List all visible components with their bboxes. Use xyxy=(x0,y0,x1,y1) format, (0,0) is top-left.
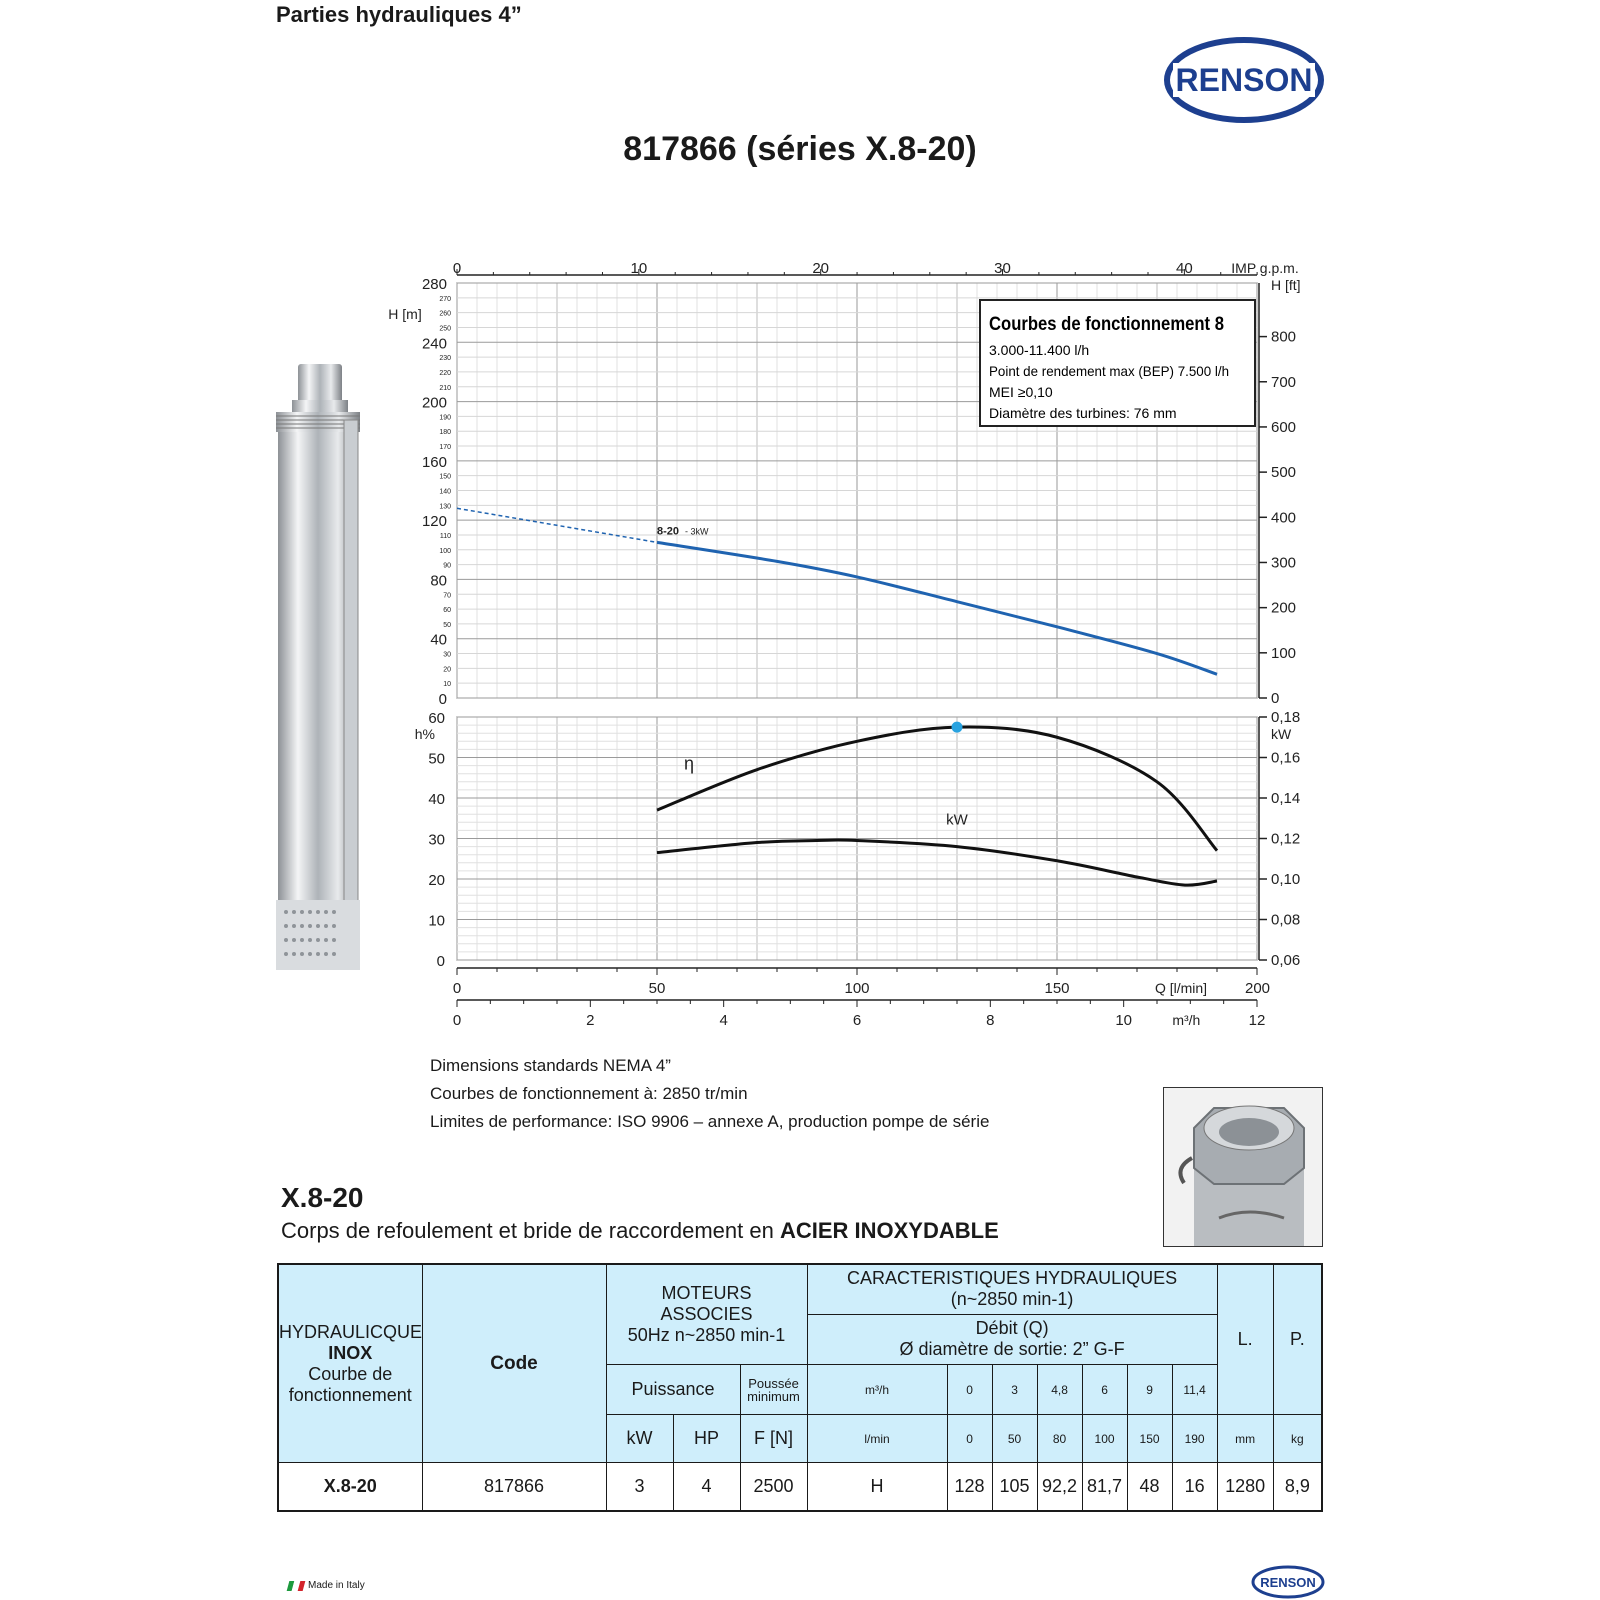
table-row xyxy=(278,1463,1322,1511)
m3h-tick-label: 12 xyxy=(1248,1012,1266,1029)
q-tick-label: 200 xyxy=(1245,980,1271,997)
m3h-tick-label: 2 xyxy=(586,1012,595,1029)
lmin-value: 50 xyxy=(992,1415,1037,1463)
m3h-value: 11,4 xyxy=(1172,1364,1217,1414)
m3h-tick-label: 0 xyxy=(452,1012,462,1029)
logo-text: RENSON xyxy=(1175,62,1313,98)
right-tick-label: 300 xyxy=(1271,554,1297,572)
info-box-line-3: MEI ≥0,10 xyxy=(989,384,1053,400)
right-tick-label: 800 xyxy=(1271,328,1297,346)
renson-logo xyxy=(1163,36,1325,124)
kw-tick-label: 0,08 xyxy=(1271,911,1301,929)
y-tick-label: 260 xyxy=(439,310,451,318)
m3h-axis-label: m³/h xyxy=(1172,1012,1201,1028)
eff-tick-label: 60 xyxy=(428,710,445,727)
col-code-header: Code xyxy=(422,1264,606,1463)
performance-chart xyxy=(385,255,1315,1035)
unit-kw: kW xyxy=(606,1415,673,1463)
head-curve-annotation: - 3kW xyxy=(685,526,709,537)
m3h-value: 0 xyxy=(947,1364,992,1414)
lmin-value: 100 xyxy=(1082,1415,1127,1463)
pump-image xyxy=(272,360,368,980)
chart-info-box xyxy=(980,300,1255,426)
right-tick-label: 0 xyxy=(1271,690,1280,707)
note-nema: Dimensions standards NEMA 4” xyxy=(430,1056,671,1075)
q-tick-label: 150 xyxy=(1044,980,1070,997)
y-tick-label: 80 xyxy=(430,572,447,590)
m3h-tick-label: 6 xyxy=(852,1012,862,1029)
y-tick-label: 170 xyxy=(439,444,451,452)
m3h-value: 6 xyxy=(1082,1364,1127,1414)
poussee-header: Poussée minimum xyxy=(740,1364,807,1414)
row-fn: 2500 xyxy=(740,1463,807,1511)
row-L: 1280 xyxy=(1217,1463,1273,1511)
kw-tick-label: 0,16 xyxy=(1271,749,1301,767)
row-code: 817866 xyxy=(422,1463,606,1511)
y-tick-label: 120 xyxy=(421,513,447,531)
kw-tick-label: 0,18 xyxy=(1271,709,1301,726)
eff-tick-label: 10 xyxy=(428,912,445,930)
col-L-header: L. xyxy=(1217,1264,1273,1415)
kw-tick-label: 0,10 xyxy=(1271,871,1301,888)
y-tick-label: 200 xyxy=(421,394,447,412)
top-tick-label: 0 xyxy=(452,260,462,277)
y-tick-label: 90 xyxy=(443,562,451,570)
eff-tick-label: 30 xyxy=(428,831,445,849)
y-tick-label: 190 xyxy=(439,414,451,422)
eff-tick-label: 0 xyxy=(436,953,445,970)
bep-marker xyxy=(952,722,963,733)
eff-tick-label: 20 xyxy=(428,872,445,889)
right-tick-label: 200 xyxy=(1271,599,1297,617)
col-caract-header: CARACTERISTIQUES HYDRAULIQUES (n~2850 min-1) xyxy=(807,1264,1217,1314)
q-tick-label: 0 xyxy=(452,980,462,997)
top-tick-label: 10 xyxy=(630,260,648,277)
y-tick-label: 30 xyxy=(443,651,451,659)
right-tick-label: 500 xyxy=(1271,464,1297,482)
info-box-line-1: 3.000-11.400 l/h xyxy=(989,342,1090,358)
right-tick-label: 700 xyxy=(1271,373,1297,391)
row-hp: 4 xyxy=(673,1463,740,1511)
row-value: 92,2 xyxy=(1037,1463,1082,1511)
row-model: X.8-20 xyxy=(278,1463,422,1511)
row-value: 48 xyxy=(1127,1463,1172,1511)
col-debit-header: Débit (Q) Ø diamètre de sortie: 2” G-F xyxy=(807,1314,1217,1364)
unit-hp: HP xyxy=(673,1415,740,1463)
footer-logo-text: RENSON xyxy=(1260,1575,1316,1590)
unit-m3h: m³/h xyxy=(807,1364,947,1414)
power-curve-label: kW xyxy=(946,811,968,829)
m3h-value: 9 xyxy=(1127,1364,1172,1414)
info-box-title: Courbes de fonctionnement 8 xyxy=(989,314,1224,335)
spec-table xyxy=(277,1263,1323,1512)
col-moteurs-header: MOTEURS ASSOCIES 50Hz n~2850 min-1 xyxy=(606,1264,807,1364)
head-curve-label: 8-20 xyxy=(657,525,680,538)
lmin-value: 190 xyxy=(1172,1415,1217,1463)
eff-tick-label: 40 xyxy=(428,791,445,808)
y-tick-label: 100 xyxy=(439,547,451,555)
y-tick-label: 270 xyxy=(439,295,451,303)
y-tick-label: 250 xyxy=(439,325,451,333)
y-tick-label: 70 xyxy=(443,592,451,600)
y-tick-label: 20 xyxy=(443,666,451,674)
m3h-value: 3 xyxy=(992,1364,1037,1414)
model-subtitle-bold: ACIER INOXYDABLE xyxy=(779,1218,999,1243)
col-hydraulique-header: HYDRAULICQUE INOX Courbe de fonctionnement xyxy=(278,1264,422,1463)
kw-axis-label: kW xyxy=(1271,726,1292,742)
unit-lmin: l/min xyxy=(807,1415,947,1463)
eff-tick-label: 50 xyxy=(428,750,445,768)
right-axis-label: H [ft] xyxy=(1271,277,1301,293)
m3h-tick-label: 8 xyxy=(986,1012,995,1029)
unit-fn: F [N] xyxy=(740,1415,807,1463)
row-value: 105 xyxy=(992,1463,1037,1511)
made-in-italy xyxy=(288,1580,365,1591)
q-tick-label: 100 xyxy=(844,980,870,997)
italy-flag-icon xyxy=(287,1581,306,1591)
unit-mm: mm xyxy=(1217,1415,1273,1463)
y-tick-label: 60 xyxy=(443,607,451,615)
m3h-tick-label: 4 xyxy=(719,1012,728,1029)
y-tick-label: 140 xyxy=(439,488,451,496)
footer-renson-logo xyxy=(1250,1564,1326,1600)
y-tick-label: 160 xyxy=(421,453,447,471)
row-P: 8,9 xyxy=(1273,1463,1322,1511)
y-axis-label: H [m] xyxy=(388,306,422,322)
eff-axis-label: h% xyxy=(414,726,435,742)
model-subtitle xyxy=(281,1218,999,1244)
note-speed: Courbes de fonctionnement à: 2850 tr/min xyxy=(430,1084,748,1103)
right-tick-label: 100 xyxy=(1271,644,1297,662)
row-kw: 3 xyxy=(606,1463,673,1511)
page-title: 817866 (séries X.8-20) xyxy=(623,130,977,168)
note-limits: Limites de performance: ISO 9906 – annexe A, production pompe de série xyxy=(430,1112,990,1131)
header-title: Parties hydrauliques 4” xyxy=(276,2,522,27)
q-axis-label: Q [l/min] xyxy=(1154,980,1208,996)
m3h-value: 4,8 xyxy=(1037,1364,1082,1414)
y-tick-label: 0 xyxy=(438,691,447,708)
unit-kg: kg xyxy=(1273,1415,1322,1463)
right-tick-label: 400 xyxy=(1271,509,1297,527)
info-box-line-4: Diamètre des turbines: 76 mm xyxy=(989,405,1177,421)
y-tick-label: 220 xyxy=(439,369,451,377)
lmin-value: 80 xyxy=(1037,1415,1082,1463)
efficiency-curve-label: η xyxy=(683,753,695,774)
row-value: 16 xyxy=(1172,1463,1217,1511)
kw-tick-label: 0,06 xyxy=(1271,952,1301,969)
y-tick-label: 280 xyxy=(421,276,447,293)
y-tick-label: 130 xyxy=(439,503,451,511)
lmin-value: 0 xyxy=(947,1415,992,1463)
puissance-header: Puissance xyxy=(606,1364,740,1414)
kw-tick-label: 0,14 xyxy=(1271,790,1301,807)
y-tick-label: 10 xyxy=(443,681,451,689)
kw-tick-label: 0,12 xyxy=(1271,830,1301,848)
top-tick-label: 40 xyxy=(1176,260,1193,277)
q-tick-label: 50 xyxy=(648,980,666,997)
lmin-value: 150 xyxy=(1127,1415,1172,1463)
model-title: X.8-20 xyxy=(281,1182,364,1213)
y-tick-label: 150 xyxy=(439,473,451,481)
outlet-detail-image xyxy=(1163,1087,1323,1247)
right-tick-label: 600 xyxy=(1271,418,1297,436)
y-tick-label: 240 xyxy=(421,335,447,353)
m3h-tick-label: 10 xyxy=(1115,1012,1133,1029)
made-in-label: Made in Italy xyxy=(308,1580,365,1591)
info-box-line-2: Point de rendement max (BEP) 7.500 l/h xyxy=(989,363,1229,379)
row-value: 81,7 xyxy=(1082,1463,1127,1511)
top-axis-label: IMP g.p.m. xyxy=(1231,260,1299,276)
top-tick-label: 20 xyxy=(812,260,830,277)
y-tick-label: 180 xyxy=(439,429,451,437)
y-tick-label: 40 xyxy=(430,631,447,649)
model-subtitle-prefix: Corps de refoulement et bride de raccordement en xyxy=(281,1218,780,1243)
y-tick-label: 110 xyxy=(439,532,451,540)
col-P-header: P. xyxy=(1273,1264,1322,1415)
notes-block xyxy=(430,1052,989,1136)
row-h: H xyxy=(807,1463,947,1511)
y-tick-label: 50 xyxy=(443,621,451,629)
row-value: 128 xyxy=(947,1463,992,1511)
top-tick-label: 30 xyxy=(994,260,1011,277)
y-tick-label: 230 xyxy=(439,355,451,363)
y-tick-label: 210 xyxy=(439,384,451,392)
